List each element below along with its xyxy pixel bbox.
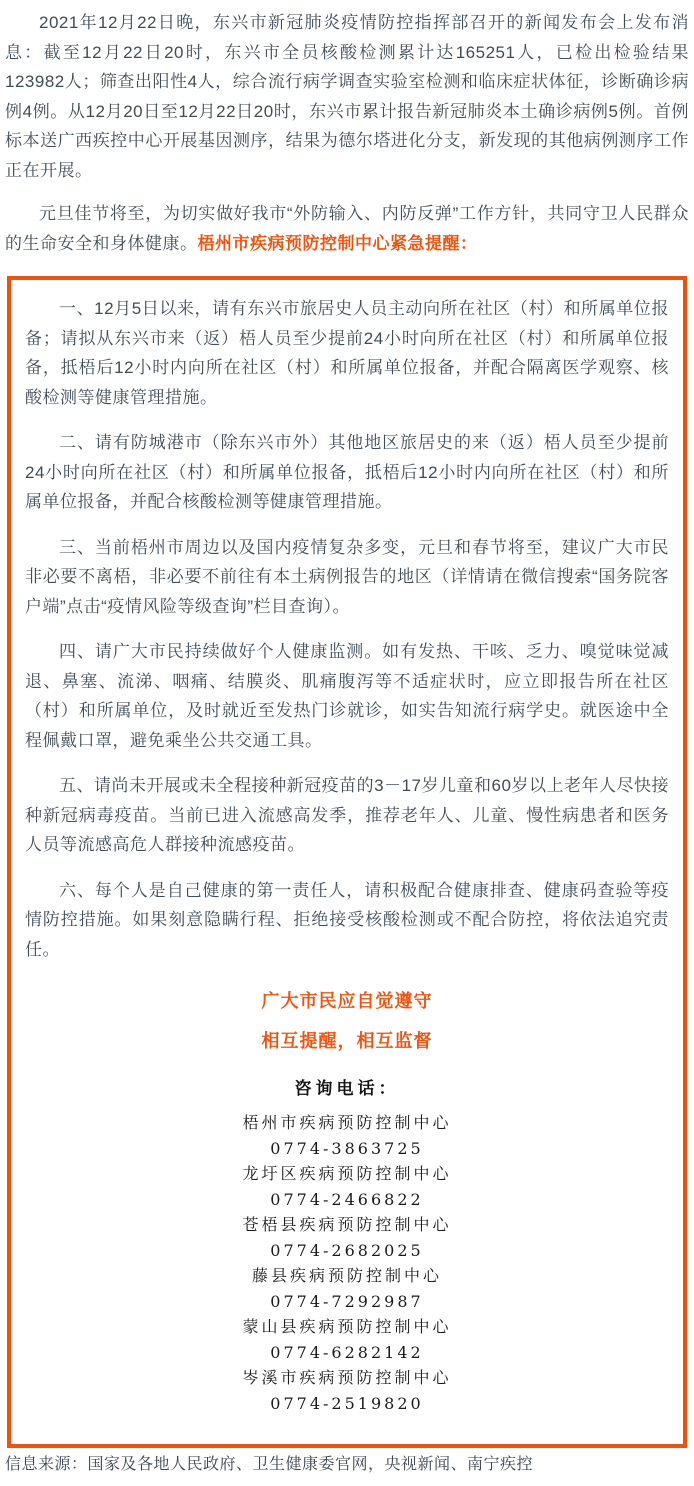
notice-item-6: 六、每个人是自己健康的第一责任人，请积极配合健康排查、健康码查验等疫情防控措施。如果刻意隐瞒行程、拒绝接受核酸检测或不配合防控，将依法追究责任。	[25, 880, 669, 959]
hotline-phone: 0774-2519820	[270, 1393, 424, 1413]
hotline-phone: 0774-3863725	[270, 1138, 424, 1158]
source-note: 信息来源：国家及各地人民政府、卫生健康委官网，央视新闻、南宁疾控	[5, 1456, 534, 1473]
notice-item-2: 二、请有防城港市（除东兴市外）其他地区旅居史的来（返）梧人员至少提前24小时向所在社区（村）和所属单位报备，抵梧后12小时内向所在社区（村）和所属单位报备，并配合核酸检测等健康管理措施。	[25, 433, 669, 511]
hotline-name: 岑溪市疾病预防控制中心	[242, 1368, 452, 1387]
hotline-entry	[25, 1212, 669, 1263]
slogan-line-2: 相互提醒，相互监督	[261, 1031, 433, 1051]
hotline-phone: 0774-2466822	[270, 1189, 424, 1209]
news-release-paragraph: 2021年12月22日晚，东兴市新冠肺炎疫情防控指挥部召开的新闻发布会上发布消息：截至12月22日20时，东兴市全员核酸检测累计达165251人，已检出检验结果123982人；筛查出阳性4人，综合流行病学调查实验室检测和临床症状体征，诊断确诊病例4例。从12月20日至12月22日20时，东兴市累计报告新冠肺炎本土确诊病例5例。首例标本送广西疾控中心开展基因测序，结果为德尔塔进化分支，新发现的其他病例测序工作正在开展。	[5, 13, 689, 180]
hotline-phone: 0774-2682025	[270, 1240, 424, 1260]
hotline-phone: 0774-7292987	[270, 1291, 424, 1311]
notice-item-4: 四、请广大市民持续做好个人健康监测。如有发热、干咳、乏力、嗅觉味觉减退、鼻塞、流涕、咽痛、结膜炎、肌痛腹泻等不适症状时，应立即报告所在社区（村）和所属单位，及时就近至发热门诊就诊，如实告知流行病学史。就医途中全程佩戴口罩，避免乘坐公共交通工具。	[25, 642, 669, 750]
hotline-section-title: 咨询电话：	[294, 1079, 400, 1099]
notice-item-1: 一、12月5日以来，请有东兴市旅居史人员主动向所在社区（村）和所属单位报备；请拟从东兴市来（返）梧人员至少提前24小时向所在社区（村）和所属单位报备，抵梧后12小时内向所在社区（村）和所属单位报备，并配合隔离医学观察、核酸检测等健康管理措施。	[25, 299, 669, 407]
hotline-entry	[25, 1110, 669, 1161]
hotline-name: 藤县疾病预防控制中心	[251, 1266, 442, 1285]
emergency-notice-box	[7, 276, 687, 1448]
hotline-name: 苍梧县疾病预防控制中心	[242, 1215, 452, 1234]
hotline-entry	[25, 1314, 669, 1365]
hotline-entry	[25, 1161, 669, 1212]
hotline-name: 梧州市疾病预防控制中心	[242, 1113, 452, 1132]
hotline-name: 蒙山县疾病预防控制中心	[242, 1317, 452, 1336]
intro-paragraph	[5, 199, 689, 258]
hotline-list	[25, 1110, 669, 1416]
intro-text: 元旦佳节将至，为切实做好我市“外防输入、内防反弹”工作方针，共同守卫人民群众的生命安全和身体健康。	[5, 204, 689, 253]
notice-item-5: 五、请尚未开展或未全程接种新冠疫苗的3－17岁儿童和60岁以上老年人尽快接种新冠病毒疫苗。当前已进入流感高发季，推荐老年人、儿童、慢性病患者和医务人员等流感高危人群接种流感疫苗。	[25, 776, 669, 854]
hotline-entry	[25, 1263, 669, 1314]
slogan-line-1: 广大市民应自觉遵守	[261, 991, 433, 1011]
hotline-name: 龙圩区疾病预防控制中心	[242, 1164, 452, 1183]
hotline-entry	[25, 1365, 669, 1416]
notice-item-3: 三、当前梧州市周边以及国内疫情复杂多变，元旦和春节将至，建议广大市民非必要不离梧，非必要不前往有本土病例报告的地区（详情请在微信搜索“国务院客户端”点击“疫情风险等级查询”栏目查询）。	[25, 537, 669, 616]
hotline-phone: 0774-6282142	[270, 1342, 424, 1362]
alert-heading-text: 梧州市疾病预防控制中心紧急提醒：	[197, 233, 478, 253]
